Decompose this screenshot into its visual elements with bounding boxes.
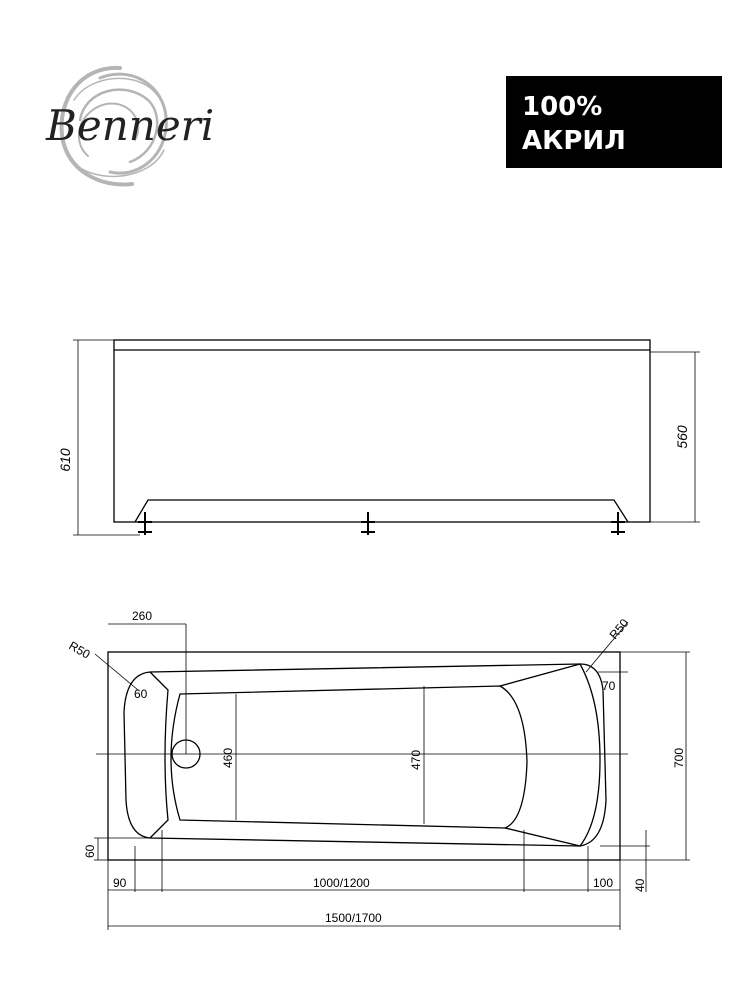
dim-height-total: 610 — [57, 448, 73, 472]
dim-drain-width: 460 — [221, 747, 235, 768]
dim-left-margin: 90 — [113, 876, 127, 890]
badge-material: АКРИЛ — [522, 126, 626, 156]
brand-name: Benneri — [46, 101, 215, 150]
dim-total-length: 1500/1700 — [325, 911, 382, 925]
dim-left-radius: 60 — [134, 687, 148, 701]
dim-inner-left-offset: 260 — [132, 609, 153, 623]
dim-corner-right: R50 — [606, 616, 632, 642]
dim-right-margin: 100 — [593, 876, 614, 890]
dim-inner-width: 470 — [409, 749, 423, 770]
dim-right-top: 70 — [602, 679, 616, 693]
dim-corner-left: R50 — [66, 638, 93, 662]
dim-outer-width: 700 — [672, 747, 686, 768]
dim-height-apron: 560 — [674, 425, 690, 449]
badge-percent: 100% — [522, 92, 603, 122]
dim-bottom-offset: 60 — [83, 844, 97, 858]
dim-bottom-length: 1000/1200 — [313, 876, 370, 890]
side-view — [73, 340, 700, 535]
dim-bottom-rim: 40 — [633, 878, 647, 892]
